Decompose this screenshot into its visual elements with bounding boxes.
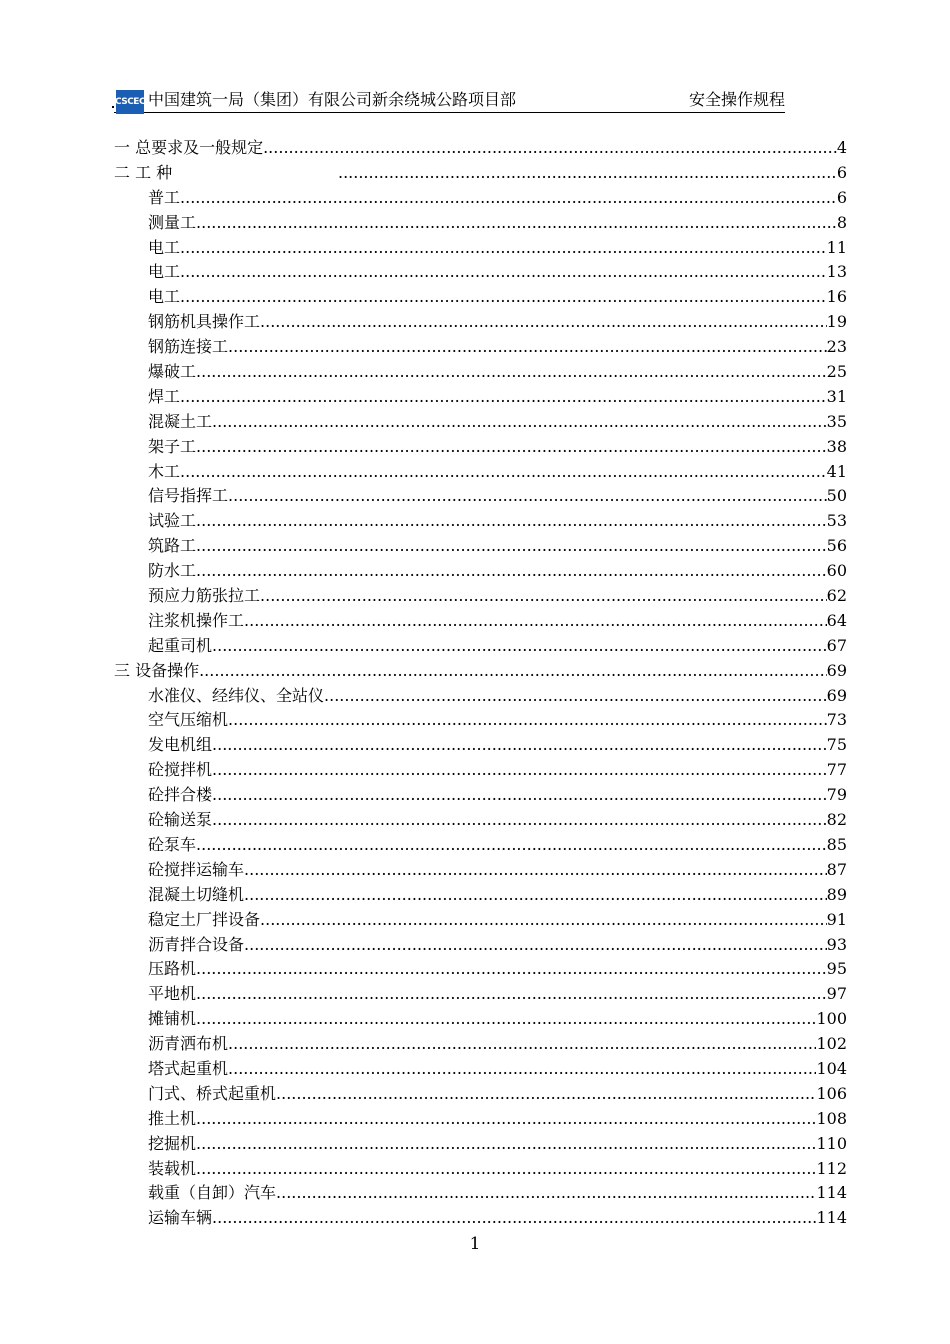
toc-entry[interactable] bbox=[114, 933, 847, 958]
toc-dot-leader bbox=[324, 684, 827, 708]
toc-dot-leader bbox=[196, 833, 827, 857]
toc-entry-title: 电工 bbox=[148, 236, 180, 260]
toc-entry[interactable] bbox=[114, 1057, 847, 1082]
toc-entry-page: 100 bbox=[816, 1009, 847, 1029]
toc-entry-title: 一 总要求及一般规定 bbox=[114, 136, 263, 160]
toc-dot-leader bbox=[228, 1032, 816, 1056]
toc-entry-title: 水准仪、经纬仪、全站仪 bbox=[148, 684, 324, 708]
toc-entry-page: 102 bbox=[816, 1034, 847, 1054]
toc-entry[interactable] bbox=[114, 460, 847, 485]
toc-dot-leader bbox=[260, 310, 827, 334]
toc-entry-page: 106 bbox=[816, 1083, 847, 1103]
toc-dot-leader bbox=[212, 733, 827, 757]
toc-entry[interactable] bbox=[114, 1082, 847, 1107]
toc-entry-page: 8 bbox=[836, 212, 847, 232]
toc-dot-leader bbox=[196, 1007, 816, 1031]
toc-entry[interactable] bbox=[114, 982, 847, 1007]
toc-entry-page: 35 bbox=[826, 411, 847, 431]
toc-entry-page: 85 bbox=[826, 834, 847, 854]
toc-entry-title: 沥青洒布机 bbox=[148, 1032, 228, 1056]
toc-dot-leader bbox=[212, 783, 827, 807]
toc-entry-title: 预应力筋张拉工 bbox=[148, 584, 260, 608]
toc-entry-title: 发电机组 bbox=[148, 733, 212, 757]
toc-entry-title: 沥青拌合设备 bbox=[148, 933, 244, 957]
toc-entry[interactable] bbox=[114, 1132, 847, 1157]
toc-entry-title: 木工 bbox=[148, 460, 180, 484]
toc-dot-leader bbox=[196, 1132, 816, 1156]
toc-entry-page: 62 bbox=[826, 586, 847, 606]
toc-entry-page: 75 bbox=[826, 735, 847, 755]
toc-entry[interactable] bbox=[114, 1107, 847, 1132]
toc-dot-leader bbox=[196, 1157, 816, 1181]
toc-entry-page: 67 bbox=[826, 635, 847, 655]
toc-entry-title: 测量工 bbox=[148, 211, 196, 235]
toc-dot-leader bbox=[180, 236, 827, 260]
toc-entry-page: 69 bbox=[826, 685, 847, 705]
toc-entry-title: 信号指挥工 bbox=[148, 484, 228, 508]
toc-entry-page: 97 bbox=[826, 984, 847, 1004]
toc-entry[interactable] bbox=[114, 858, 847, 883]
toc-entry[interactable] bbox=[114, 708, 847, 733]
toc-entry-page: 93 bbox=[826, 934, 847, 954]
toc-entry-title: 载重（自卸）汽车 bbox=[148, 1181, 276, 1205]
toc-entry[interactable] bbox=[114, 758, 847, 783]
toc-dot-leader bbox=[228, 484, 827, 508]
toc-dot-leader bbox=[180, 186, 837, 210]
toc-entry-page: 79 bbox=[826, 785, 847, 805]
toc-entry-page: 114 bbox=[816, 1183, 847, 1203]
toc-entry-page: 56 bbox=[826, 536, 847, 556]
toc-dot-leader bbox=[244, 609, 827, 633]
toc-entry-page: 41 bbox=[826, 461, 847, 481]
toc-dot-leader bbox=[196, 534, 827, 558]
toc-entry-page: 89 bbox=[826, 884, 847, 904]
toc-entry-title: 起重司机 bbox=[148, 634, 212, 658]
toc-entry-title: 焊工 bbox=[148, 385, 180, 409]
toc-entry[interactable] bbox=[114, 186, 847, 211]
toc-entry[interactable] bbox=[114, 136, 847, 161]
toc-entry-title: 砼搅拌机 bbox=[148, 758, 212, 782]
toc-entry-page: 38 bbox=[826, 436, 847, 456]
toc-entry[interactable] bbox=[114, 883, 847, 908]
page-header bbox=[114, 88, 785, 113]
toc-dot-leader bbox=[196, 957, 827, 981]
header-dot bbox=[112, 106, 114, 108]
toc-entry[interactable] bbox=[114, 236, 847, 261]
toc-entry[interactable] bbox=[114, 410, 847, 435]
toc-entry[interactable] bbox=[114, 509, 847, 534]
toc-entry[interactable] bbox=[114, 335, 847, 360]
toc-entry-title: 砼拌合楼 bbox=[148, 783, 212, 807]
toc-entry-title: 混凝土切缝机 bbox=[148, 883, 244, 907]
toc-dot-leader bbox=[212, 634, 827, 658]
toc-entry-title: 砼泵车 bbox=[148, 833, 196, 857]
toc-entry-page: 110 bbox=[816, 1133, 847, 1153]
toc-entry[interactable] bbox=[114, 385, 847, 410]
toc-entry-title: 运输车辆 bbox=[148, 1206, 212, 1230]
toc-entry-title: 砼输送泵 bbox=[148, 808, 212, 832]
toc-dot-leader bbox=[260, 584, 827, 608]
toc-entry-title: 挖掘机 bbox=[148, 1132, 196, 1156]
toc-entry-title: 电工 bbox=[148, 285, 180, 309]
toc-dot-leader bbox=[263, 136, 837, 160]
toc-entry-title: 空气压缩机 bbox=[148, 708, 228, 732]
toc-dot-leader bbox=[180, 285, 827, 309]
toc-entry-page: 73 bbox=[826, 710, 847, 730]
toc-entry-title: 架子工 bbox=[148, 435, 196, 459]
toc-entry-title: 电工 bbox=[148, 260, 180, 284]
toc-entry-page: 69 bbox=[826, 660, 847, 680]
page-number: 1 bbox=[469, 1234, 481, 1254]
toc-entry-page: 95 bbox=[826, 959, 847, 979]
toc-entry-title: 钢筋连接工 bbox=[148, 335, 228, 359]
toc-entry-page: 77 bbox=[826, 760, 847, 780]
toc-entry-title: 砼搅拌运输车 bbox=[148, 858, 244, 882]
toc-dot-leader bbox=[180, 385, 827, 409]
toc-entry[interactable] bbox=[114, 659, 847, 684]
toc-entry[interactable] bbox=[114, 957, 847, 982]
toc-dot-leader bbox=[196, 435, 827, 459]
toc-entry-title: 压路机 bbox=[148, 957, 196, 981]
toc-dot-leader bbox=[180, 460, 827, 484]
toc-entry-page: 6 bbox=[836, 187, 847, 207]
toc-entry-title: 试验工 bbox=[148, 509, 196, 533]
toc-entry-page: 50 bbox=[826, 486, 847, 506]
toc-entry-title: 混凝土工 bbox=[148, 410, 212, 434]
toc-entry-page: 11 bbox=[826, 237, 847, 257]
toc-dot-leader bbox=[212, 758, 827, 782]
toc-entry[interactable] bbox=[114, 1032, 847, 1057]
toc-dot-leader bbox=[228, 1057, 816, 1081]
toc-dot-leader bbox=[199, 659, 827, 683]
table-of-contents bbox=[114, 136, 847, 1231]
toc-entry-title: 普工 bbox=[148, 186, 180, 210]
toc-dot-leader bbox=[228, 708, 827, 732]
toc-entry-title: 摊铺机 bbox=[148, 1007, 196, 1031]
toc-entry-title: 平地机 bbox=[148, 982, 196, 1006]
toc-entry-page: 91 bbox=[826, 909, 847, 929]
toc-dot-leader bbox=[228, 335, 827, 359]
toc-dot-leader bbox=[180, 260, 827, 284]
toc-entry-page: 6 bbox=[836, 162, 847, 182]
toc-entry-title: 稳定土厂拌设备 bbox=[148, 908, 260, 932]
toc-dot-leader bbox=[260, 908, 827, 932]
toc-entry[interactable] bbox=[114, 484, 847, 509]
toc-dot-leader bbox=[212, 808, 827, 832]
toc-entry-page: 114 bbox=[816, 1208, 847, 1228]
toc-entry-title: 注浆机操作工 bbox=[148, 609, 244, 633]
toc-entry-page: 60 bbox=[826, 561, 847, 581]
toc-entry[interactable] bbox=[114, 1007, 847, 1032]
toc-entry-page: 23 bbox=[826, 337, 847, 357]
toc-entry-page: 112 bbox=[816, 1158, 847, 1178]
toc-entry[interactable] bbox=[114, 285, 847, 310]
toc-entry-title: 装载机 bbox=[148, 1157, 196, 1181]
toc-dot-leader bbox=[276, 1082, 816, 1106]
toc-entry[interactable] bbox=[114, 609, 847, 634]
toc-entry[interactable] bbox=[114, 360, 847, 385]
toc-dot-leader bbox=[244, 883, 827, 907]
toc-dot-leader bbox=[212, 410, 827, 434]
toc-entry-page: 53 bbox=[826, 511, 847, 531]
header-document-title: 安全操作规程 bbox=[688, 90, 785, 109]
toc-entry[interactable] bbox=[114, 161, 847, 186]
toc-entry[interactable] bbox=[114, 211, 847, 236]
toc-entry[interactable] bbox=[114, 1181, 847, 1206]
toc-dot-leader bbox=[196, 982, 827, 1006]
cscec-logo-icon bbox=[116, 90, 144, 114]
toc-entry-title: 门式、桥式起重机 bbox=[148, 1082, 276, 1106]
toc-entry[interactable] bbox=[114, 733, 847, 758]
toc-entry[interactable] bbox=[114, 833, 847, 858]
toc-dot-leader bbox=[196, 211, 837, 235]
toc-entry[interactable] bbox=[114, 634, 847, 659]
toc-entry-title: 二 工 种 bbox=[114, 161, 338, 185]
header-company-name: 中国建筑一局（集团）有限公司新余绕城公路项目部 bbox=[148, 90, 517, 109]
toc-dot-leader bbox=[244, 933, 827, 957]
toc-entry-page: 64 bbox=[826, 610, 847, 630]
toc-entry-title: 三 设备操作 bbox=[114, 659, 199, 683]
toc-entry[interactable] bbox=[114, 435, 847, 460]
toc-entry[interactable] bbox=[114, 310, 847, 335]
toc-dot-leader bbox=[196, 360, 827, 384]
toc-dot-leader bbox=[196, 559, 827, 583]
toc-entry-page: 104 bbox=[816, 1058, 847, 1078]
toc-entry[interactable] bbox=[114, 559, 847, 584]
toc-entry[interactable] bbox=[114, 534, 847, 559]
toc-dot-leader bbox=[276, 1181, 816, 1205]
toc-entry[interactable] bbox=[114, 584, 847, 609]
toc-entry-title: 爆破工 bbox=[148, 360, 196, 384]
toc-entry-page: 31 bbox=[826, 386, 847, 406]
toc-entry[interactable] bbox=[114, 808, 847, 833]
toc-entry[interactable] bbox=[114, 260, 847, 285]
toc-entry-page: 87 bbox=[826, 859, 847, 879]
toc-entry-title: 防水工 bbox=[148, 559, 196, 583]
toc-dot-leader bbox=[196, 1107, 816, 1131]
toc-entry-title: 塔式起重机 bbox=[148, 1057, 228, 1081]
toc-dot-leader bbox=[196, 509, 827, 533]
toc-entry[interactable] bbox=[114, 1157, 847, 1182]
toc-entry[interactable] bbox=[114, 783, 847, 808]
toc-entry-page: 4 bbox=[836, 138, 847, 157]
toc-entry-title: 推土机 bbox=[148, 1107, 196, 1131]
toc-dot-leader bbox=[244, 858, 827, 882]
toc-entry-page: 16 bbox=[826, 287, 847, 307]
toc-entry-page: 25 bbox=[826, 362, 847, 382]
toc-entry-title: 筑路工 bbox=[148, 534, 196, 558]
toc-entry-page: 108 bbox=[816, 1108, 847, 1128]
logo-text: CSCEC bbox=[114, 97, 146, 107]
toc-entry-title: 钢筋机具操作工 bbox=[148, 310, 260, 334]
toc-entry[interactable] bbox=[114, 908, 847, 933]
toc-entry[interactable] bbox=[114, 684, 847, 709]
toc-entry-page: 82 bbox=[826, 810, 847, 830]
toc-dot-leader bbox=[338, 161, 837, 185]
toc-entry-page: 19 bbox=[826, 312, 847, 332]
toc-entry[interactable] bbox=[114, 1206, 847, 1231]
toc-entry-page: 13 bbox=[826, 262, 847, 282]
toc-dot-leader bbox=[212, 1206, 816, 1230]
